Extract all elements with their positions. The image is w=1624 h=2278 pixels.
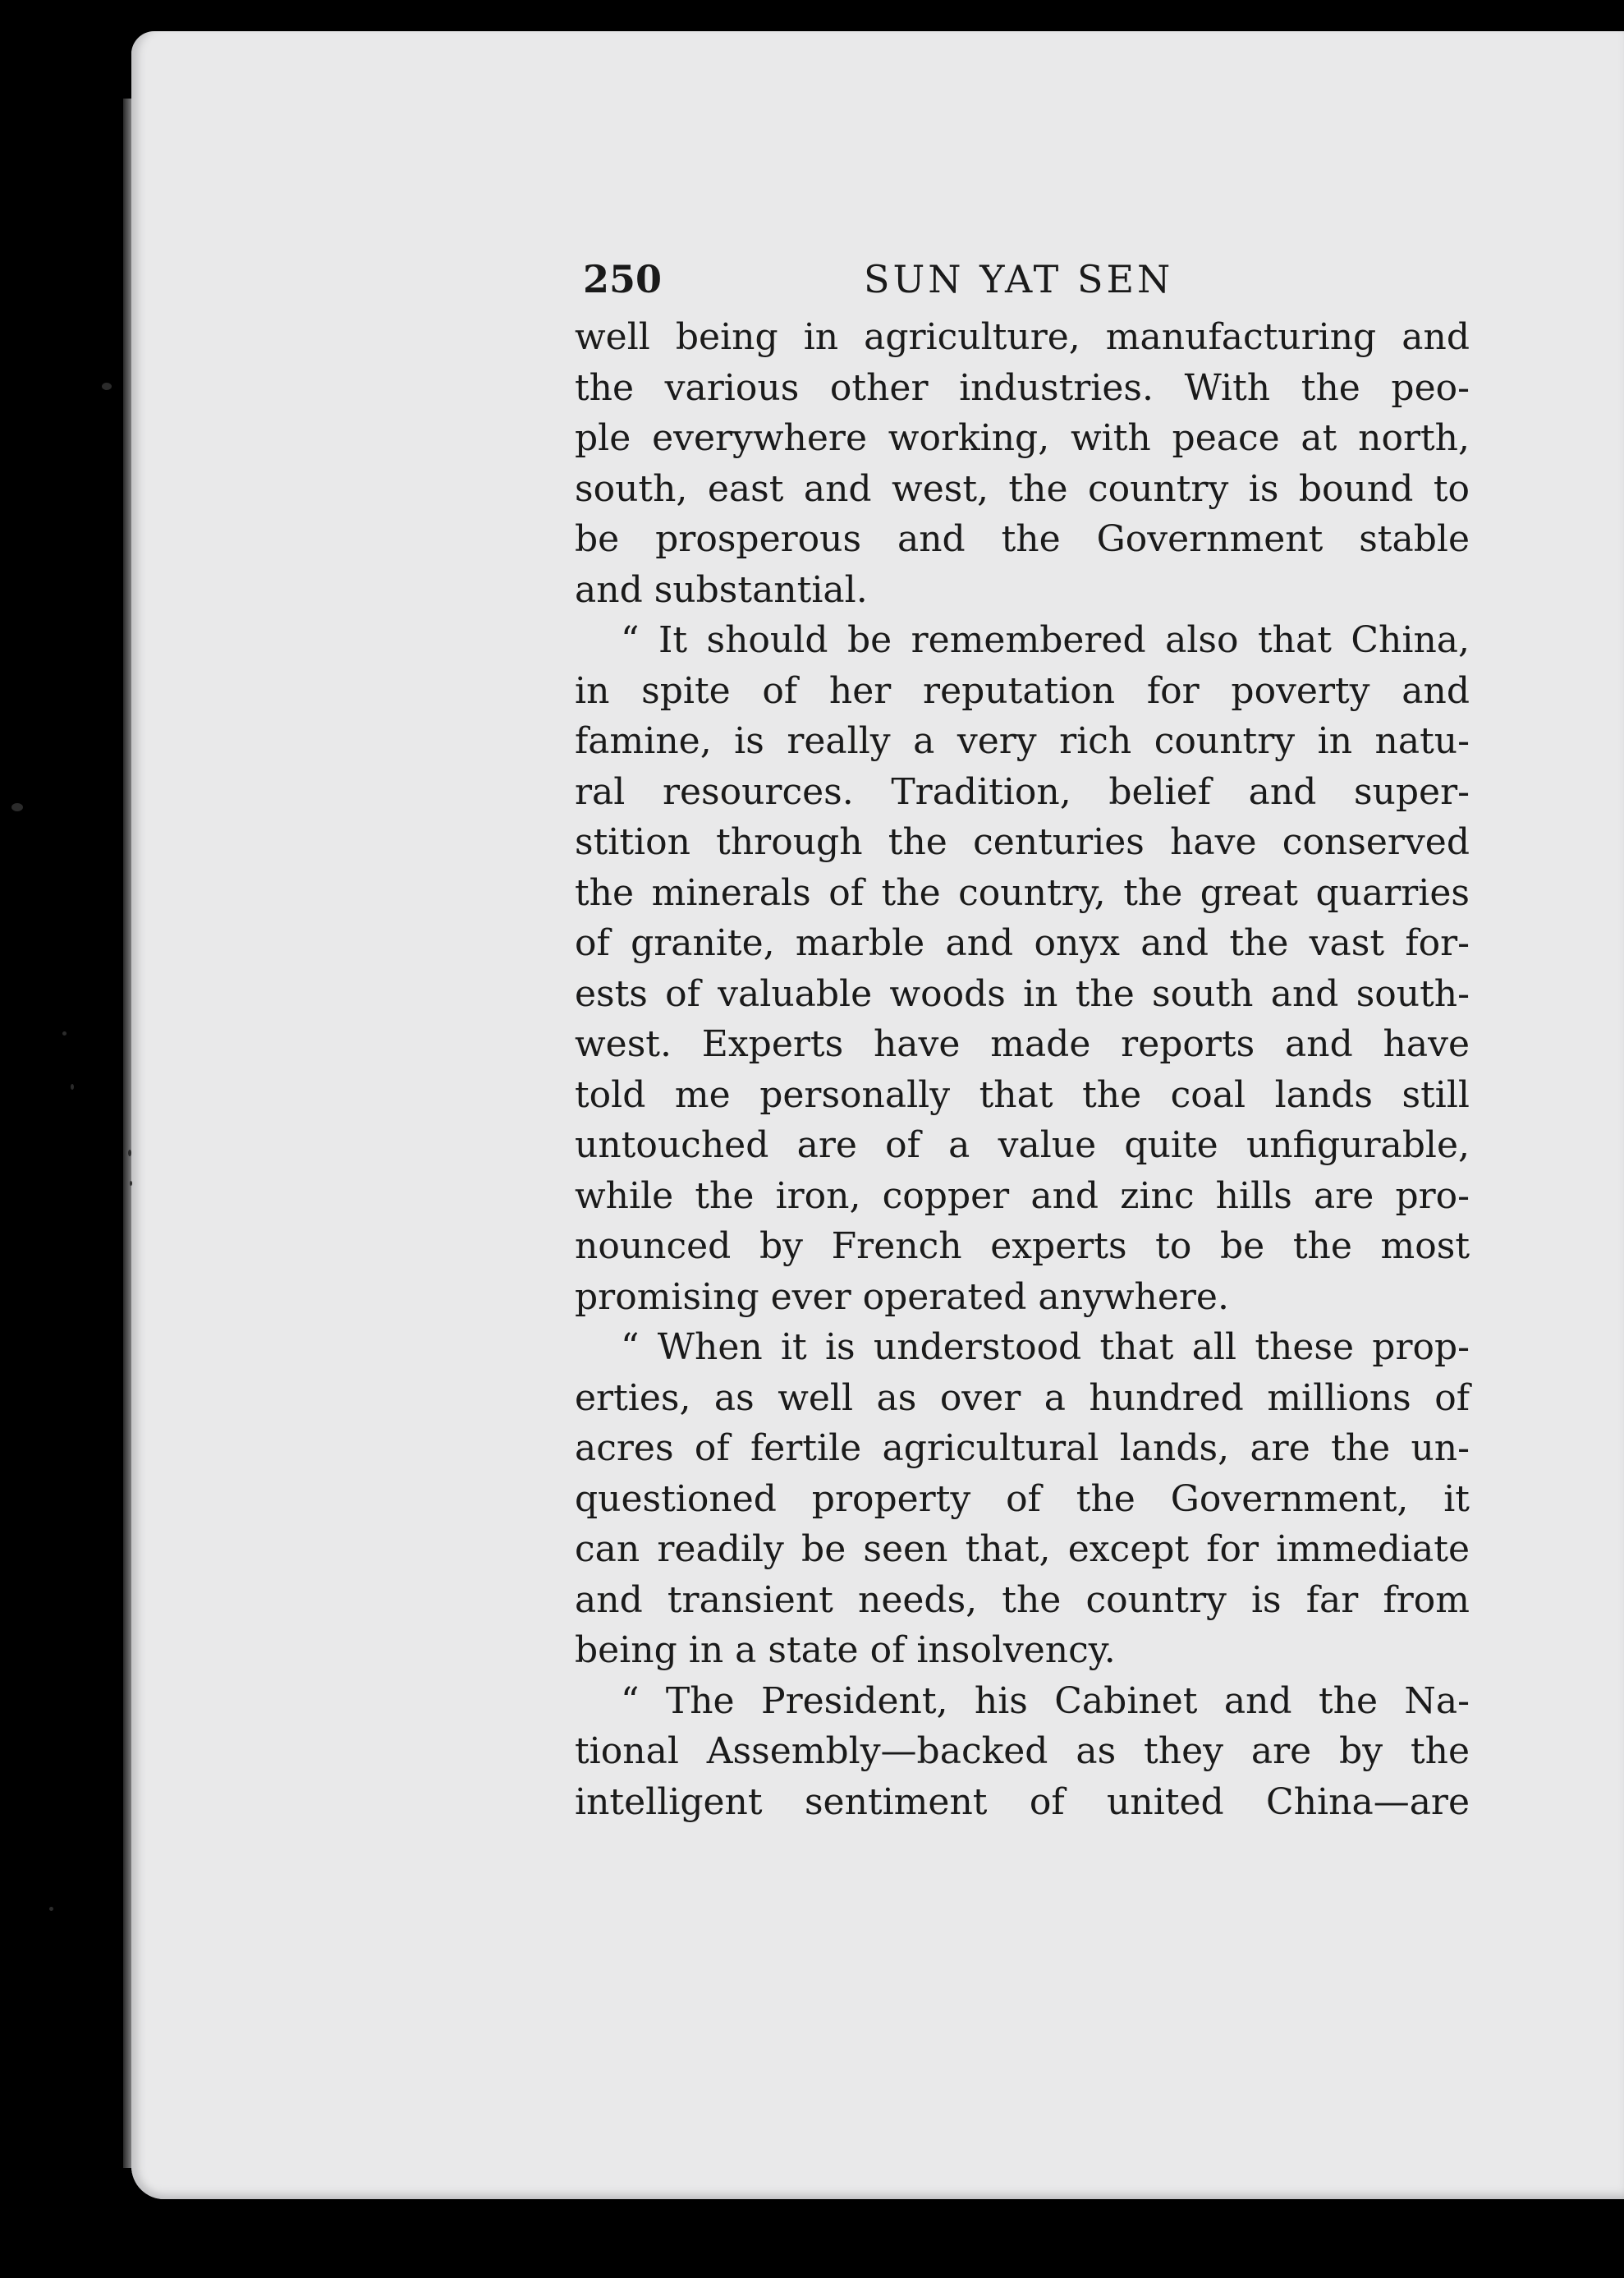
page-text xyxy=(575,246,1470,1827)
text-line: west. Experts have made reports and have xyxy=(575,1023,1470,1065)
text-line: well being in agriculture, manufacturing and xyxy=(575,316,1470,358)
text-line: nounced by French experts to be the most xyxy=(575,1225,1470,1267)
text-line: tional Assembly—backed as they are by the xyxy=(575,1730,1470,1772)
margin-speck xyxy=(128,1150,131,1156)
text-line: acres of fertile agricultural lands, are the un- xyxy=(575,1427,1470,1469)
margin-speck xyxy=(11,803,23,811)
running-head xyxy=(575,246,1470,312)
text-line: south, east and west, the country is bound to xyxy=(575,467,1470,510)
text-line: ests of valuable woods in the south and south- xyxy=(575,972,1470,1015)
margin-speck xyxy=(102,383,112,390)
margin-speck xyxy=(49,1907,53,1911)
text-line: and transient needs, the country is far from xyxy=(575,1578,1470,1621)
text-line: ple everywhere working, with peace at north, xyxy=(575,417,1470,459)
text-line: promising ever operated anywhere. xyxy=(575,1275,1229,1318)
text-line: told me personally that the coal lands still xyxy=(575,1073,1470,1116)
margin-speck xyxy=(71,1084,74,1090)
text-line: the minerals of the country, the great quarries xyxy=(575,871,1470,914)
page-number: 250 xyxy=(583,257,663,301)
text-line: untouched are of a value quite unfigurable, xyxy=(575,1124,1470,1166)
text-line: the various other industries. With the peo- xyxy=(575,366,1470,409)
text-line: be prosperous and the Government stable xyxy=(575,518,1470,560)
running-title: SUN YAT SEN xyxy=(864,257,1174,301)
text-line: can readily be seen that, except for immediate xyxy=(575,1528,1470,1570)
text-line: ral resources. Tradition, belief and super- xyxy=(575,770,1470,813)
text-line: questioned property of the Government, it xyxy=(575,1477,1470,1520)
margin-speck xyxy=(62,1031,67,1036)
text-line: erties, as well as over a hundred millions of xyxy=(575,1376,1470,1419)
text-line: and substantial. xyxy=(575,568,868,611)
text-line: famine, is really a very rich country in natu- xyxy=(575,720,1470,762)
margin-speck xyxy=(130,1181,132,1186)
text-line: of granite, marble and onyx and the vast for- xyxy=(575,922,1470,964)
text-line: in spite of her reputation for poverty and xyxy=(575,669,1470,712)
text-line: being in a state of insolvency. xyxy=(575,1629,1116,1671)
text-line: stition through the centuries have conserved xyxy=(575,821,1470,863)
text-line: “ It should be remembered also that China, xyxy=(621,619,1470,661)
text-line: while the iron, copper and zinc hills are pro- xyxy=(575,1174,1470,1217)
text-line: intelligent sentiment of united China—are xyxy=(575,1780,1470,1823)
text-line: “ When it is understood that all these prop- xyxy=(621,1326,1470,1368)
text-line: “ The President, his Cabinet and the Na- xyxy=(621,1679,1470,1722)
